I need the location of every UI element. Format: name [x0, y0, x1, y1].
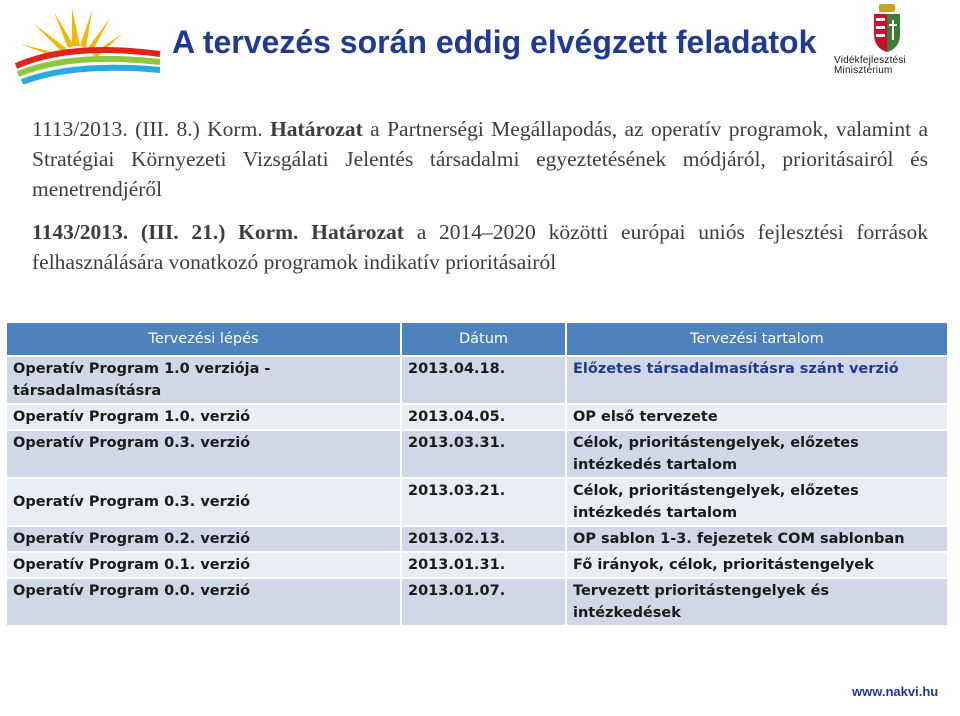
- cell-date: 2013.03.21.: [402, 479, 565, 525]
- cell-content: OP első tervezete: [567, 405, 947, 429]
- decree-paragraph-2: [32, 217, 928, 277]
- header-content: Tervezési tartalom: [567, 323, 947, 355]
- cell-step: Operatív Program 1.0 verziója - társadalmasításra: [7, 357, 400, 403]
- decree-paragraph-1: [32, 114, 928, 204]
- ministry-name: [834, 56, 944, 76]
- cell-date: 2013.02.13.: [402, 527, 565, 551]
- table-row: [7, 431, 947, 477]
- cell-date: 2013.01.31.: [402, 553, 565, 577]
- decree-text: a Partnerségi Megállapodás, az operatív programok, valamint a Stratégiai Környezeti Vizsgálati Jelentés társadalmi egyeztetésének módjáról, prioritásairól és menetrendjéről: [32, 117, 928, 201]
- cell-content: Célok, prioritástengelyek, előzetes intézkedés tartalom: [567, 479, 947, 525]
- cell-step: Operatív Program 1.0. verzió: [7, 405, 400, 429]
- table-row: [7, 479, 947, 525]
- decree-ref: 1143/2013. (III. 21.) Korm.: [32, 220, 299, 244]
- decree-bold-word: Határozat: [311, 220, 404, 244]
- cell-date: 2013.04.05.: [402, 405, 565, 429]
- page-title: A tervezés során eddig elvégzett feladatok: [172, 24, 817, 60]
- cell-content: Előzetes társadalmasításra szánt verzió: [567, 357, 947, 403]
- cell-step: Operatív Program 0.1. verzió: [7, 553, 400, 577]
- header-step: Tervezési lépés: [7, 323, 400, 355]
- cell-step: Operatív Program 0.2. verzió: [7, 527, 400, 551]
- decree-text: a 2014–2020 közötti európai uniós fejlesztési források felhasználására vonatkozó programok indikatív prioritásairól: [32, 220, 928, 274]
- table-row: [7, 553, 947, 577]
- table-row: [7, 527, 947, 551]
- program-logo: [10, 6, 170, 84]
- table-header-row: [7, 323, 947, 355]
- planning-steps-table: [5, 321, 949, 627]
- table-row: [7, 579, 947, 625]
- cell-date: 2013.04.18.: [402, 357, 565, 403]
- cell-step: Operatív Program 0.3. verzió: [7, 431, 400, 477]
- cell-content: Tervezett prioritástengelyek és intézkedések: [567, 579, 947, 625]
- ministry-line-1: Vidékfejlesztési: [834, 55, 906, 66]
- cell-content: Célok, prioritástengelyek, előzetes intézkedés tartalom: [567, 431, 947, 477]
- cell-content: Fő irányok, célok, prioritástengelyek: [567, 553, 947, 577]
- cell-date: 2013.01.07.: [402, 579, 565, 625]
- table-row: [7, 357, 947, 403]
- ministry-line-2: Minisztérium: [834, 65, 893, 76]
- decree-ref: 1113/2013. (III. 8.) Korm.: [32, 117, 263, 141]
- rainbow-arcs-icon: [16, 50, 160, 82]
- cell-step: Operatív Program 0.3. verzió: [7, 479, 400, 525]
- cell-date: 2013.03.31.: [402, 431, 565, 477]
- decree-bold-word: Határozat: [270, 117, 363, 141]
- cell-content: OP sablon 1-3. fejezetek COM sablonban: [567, 527, 947, 551]
- header-date: Dátum: [402, 323, 565, 355]
- table-row: [7, 405, 947, 429]
- cell-step: Operatív Program 0.0. verzió: [7, 579, 400, 625]
- website-link[interactable]: www.nakvi.hu: [852, 684, 939, 699]
